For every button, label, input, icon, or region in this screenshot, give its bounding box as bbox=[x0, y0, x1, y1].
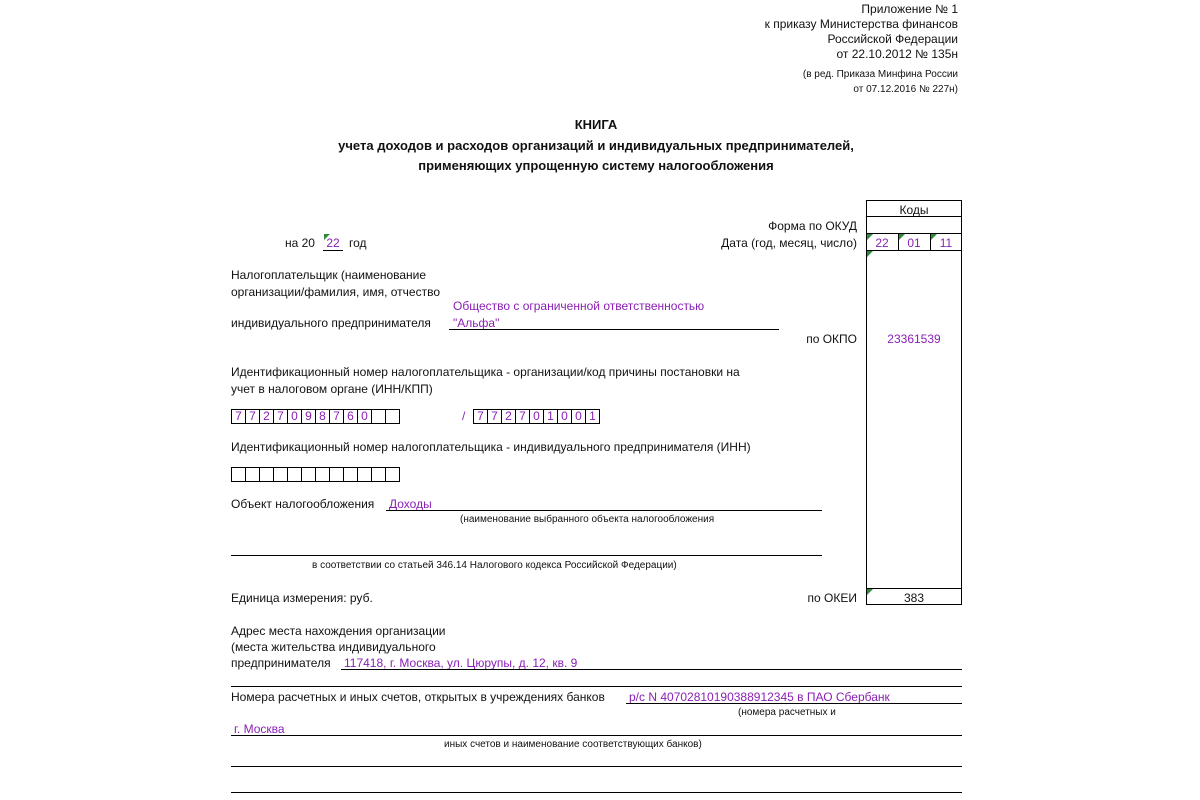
date-month-field[interactable]: 01 bbox=[907, 236, 921, 250]
okud-label: Форма по ОКУД bbox=[768, 219, 857, 233]
kpp-cell[interactable]: 7 bbox=[473, 409, 488, 424]
taxpayer-label-3: индивидуального предпринимателя bbox=[231, 316, 431, 330]
kpp-cell[interactable]: 2 bbox=[501, 409, 516, 424]
kpp-cell[interactable]: 1 bbox=[585, 409, 600, 424]
taxpayer-label-1: Налогоплательщик (наименование bbox=[231, 268, 427, 282]
okpo-label: по ОКПО bbox=[806, 332, 857, 346]
tax-object-field[interactable]: Доходы bbox=[389, 497, 432, 511]
ip-inn-cell[interactable] bbox=[273, 467, 288, 482]
codes-header: Коды bbox=[899, 203, 929, 217]
kpp-cell[interactable]: 0 bbox=[557, 409, 572, 424]
accounts-hint-1: (номера расчетных и bbox=[738, 707, 836, 718]
ip-inn-cell[interactable] bbox=[343, 467, 358, 482]
inn-kpp-label-2: учет в налоговом органе (ИНН/КПП) bbox=[231, 382, 433, 396]
kpp-cell[interactable]: 1 bbox=[543, 409, 558, 424]
book-subtitle-1: учета доходов и расходов организаций и индивидуальных предпринимателей, bbox=[338, 138, 854, 153]
inn-cell[interactable]: 9 bbox=[301, 409, 316, 424]
revision-line-1: (в ред. Приказа Минфина России bbox=[802, 69, 958, 80]
okei-label: по ОКЕИ bbox=[807, 591, 857, 605]
accounts-field-2[interactable]: г. Москва bbox=[234, 722, 285, 736]
year-prefix: на 20 bbox=[285, 236, 315, 250]
okei-value: 383 bbox=[903, 591, 925, 605]
accounts-field-1[interactable]: р/с N 40702810190388912345 в ПАО Сбербанк bbox=[629, 690, 890, 704]
taxpayer-label-2: организации/фамилия, имя, отчество bbox=[231, 285, 440, 299]
date-year-field[interactable]: 22 bbox=[875, 236, 889, 250]
ip-inn-cell[interactable] bbox=[245, 467, 260, 482]
inn-cell[interactable]: 6 bbox=[343, 409, 358, 424]
inn-cell[interactable]: 7 bbox=[245, 409, 260, 424]
tax-object-hint: (наименование выбранного объекта налогообложения bbox=[460, 514, 715, 525]
inn-cell[interactable] bbox=[371, 409, 386, 424]
tax-object-label: Объект налогообложения bbox=[231, 497, 375, 511]
order-line-1: к приказу Министерства финансов bbox=[764, 17, 958, 31]
inn-kpp-label-1: Идентификационный номер налогоплательщика - организации/код причины постановки на bbox=[231, 365, 740, 379]
okpo-field[interactable]: 23361539 bbox=[887, 332, 941, 346]
kpp-cell[interactable]: 0 bbox=[571, 409, 586, 424]
year-suffix: год bbox=[349, 236, 367, 250]
kpp-cell[interactable]: 0 bbox=[529, 409, 544, 424]
kpp-cell[interactable]: 7 bbox=[487, 409, 502, 424]
order-line-2: Российской Федерации bbox=[827, 32, 958, 46]
ip-inn-field[interactable] bbox=[231, 467, 400, 482]
date-label: Дата (год, месяц, число) bbox=[721, 236, 857, 250]
book-title: КНИГА bbox=[574, 117, 618, 132]
inn-cell[interactable] bbox=[385, 409, 400, 424]
inn-cell[interactable]: 7 bbox=[231, 409, 246, 424]
taxpayer-name-line-2[interactable]: "Альфа" bbox=[453, 316, 500, 330]
ip-inn-cell[interactable] bbox=[329, 467, 344, 482]
address-field[interactable]: 117418, г. Москва, ул. Цюрупы, д. 12, кв. 9 bbox=[344, 656, 578, 670]
address-label-3: предпринимателя bbox=[231, 656, 331, 670]
address-label-2: (места жительства индивидуального bbox=[231, 640, 436, 654]
inn-cell[interactable]: 0 bbox=[287, 409, 302, 424]
taxpayer-name-line-1[interactable]: Общество с ограниченной ответственностью bbox=[453, 299, 705, 313]
ip-inn-cell[interactable] bbox=[385, 467, 400, 482]
ip-inn-cell[interactable] bbox=[287, 467, 302, 482]
inn-field[interactable] bbox=[231, 409, 400, 424]
inn-cell[interactable]: 7 bbox=[273, 409, 288, 424]
inn-cell[interactable]: 0 bbox=[357, 409, 372, 424]
ip-inn-cell[interactable] bbox=[231, 467, 246, 482]
inn-kpp-separator: / bbox=[462, 409, 466, 423]
inn-cell[interactable]: 7 bbox=[329, 409, 344, 424]
ip-inn-cell[interactable] bbox=[259, 467, 274, 482]
ip-inn-cell[interactable] bbox=[371, 467, 386, 482]
ip-inn-cell[interactable] bbox=[301, 467, 316, 482]
inn-cell[interactable]: 2 bbox=[259, 409, 274, 424]
accounts-label: Номера расчетных и иных счетов, открытых в учреждениях банков bbox=[231, 690, 605, 704]
accounts-hint-2: иных счетов и наименование соответствующих банков) bbox=[444, 739, 702, 750]
revision-line-2: от 07.12.2016 № 227н) bbox=[853, 84, 958, 95]
tax-object-footnote: в соответствии со статьей 346.14 Налогового кодекса Российской Федерации) bbox=[312, 560, 677, 571]
address-label-1: Адрес места нахождения организации bbox=[231, 624, 446, 638]
unit-label: Единица измерения: руб. bbox=[231, 591, 373, 605]
date-day-field[interactable]: 11 bbox=[939, 236, 953, 250]
inn-cell[interactable]: 8 bbox=[315, 409, 330, 424]
ip-inn-cell[interactable] bbox=[315, 467, 330, 482]
kpp-cell[interactable]: 7 bbox=[515, 409, 530, 424]
order-line-3: от 22.10.2012 № 135н bbox=[836, 47, 958, 61]
ip-inn-cell[interactable] bbox=[357, 467, 372, 482]
ip-inn-label: Идентификационный номер налогоплательщика - индивидуального предпринимателя (ИНН) bbox=[231, 440, 751, 454]
book-subtitle-2: применяющих упрощенную систему налогообложения bbox=[418, 158, 774, 173]
kpp-field[interactable] bbox=[473, 409, 600, 424]
year-field[interactable]: 22 bbox=[326, 236, 340, 250]
appendix-title: Приложение № 1 bbox=[861, 2, 958, 16]
codes-column bbox=[866, 200, 962, 605]
